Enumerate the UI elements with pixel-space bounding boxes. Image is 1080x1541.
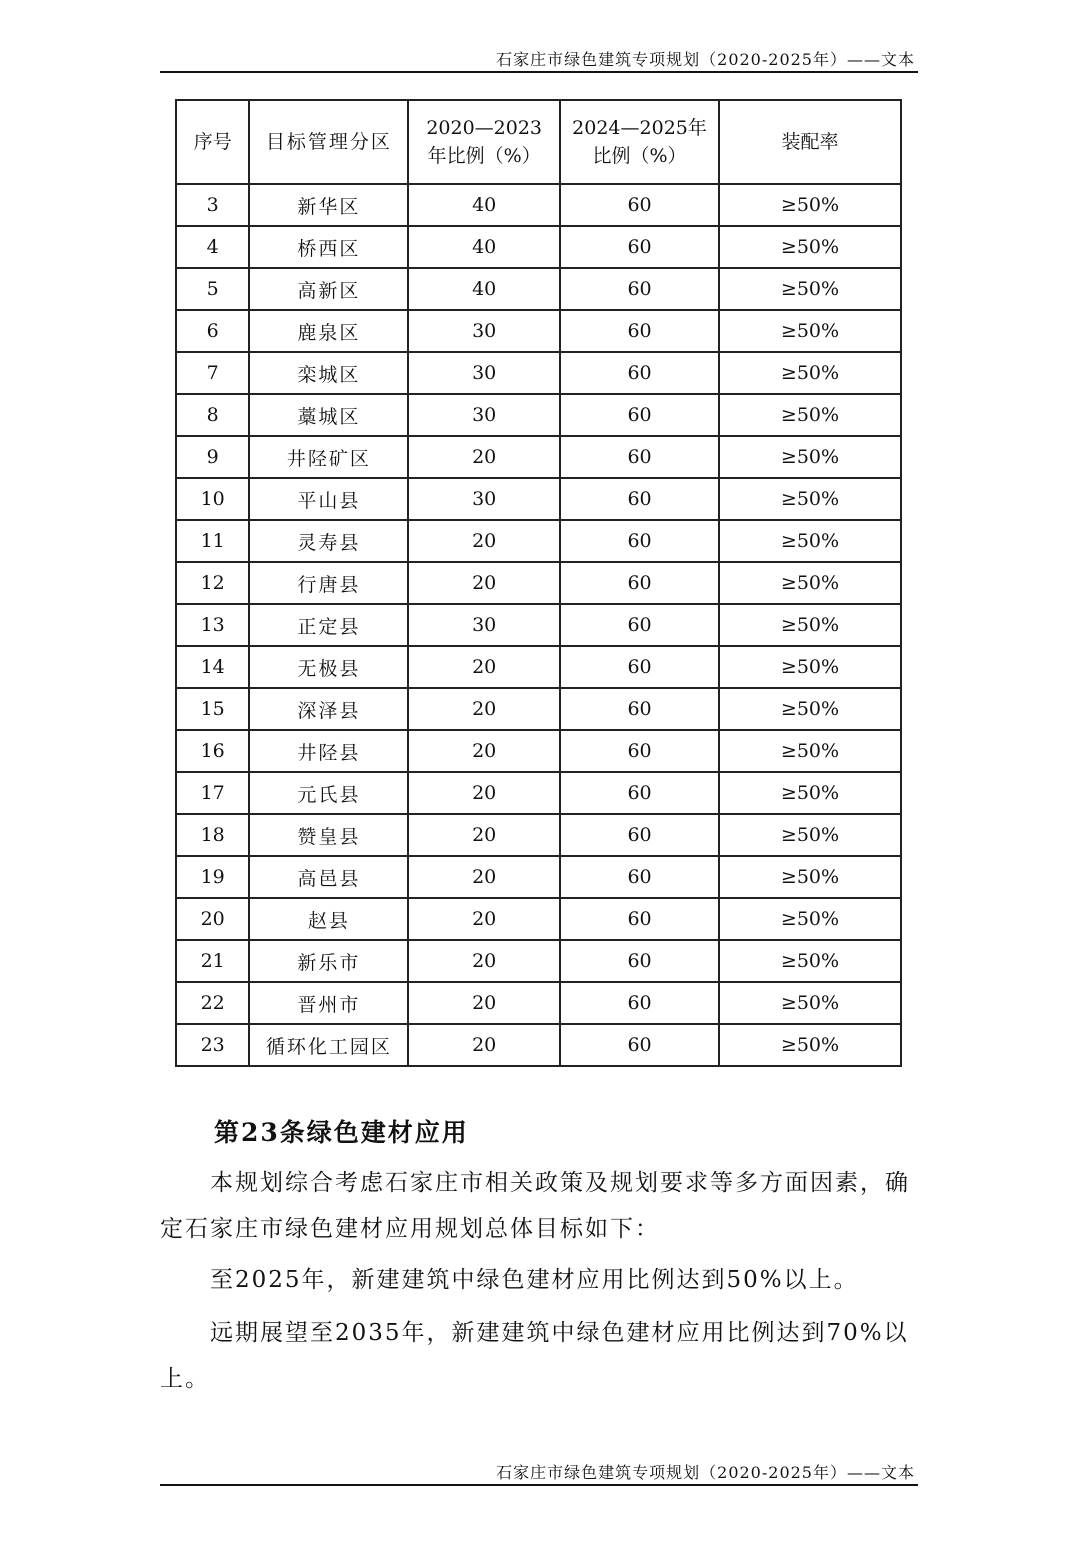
cell-ratio-2024-2025: 60 <box>560 772 719 814</box>
cell-assembly-rate: ≥50% <box>719 268 901 310</box>
cell-assembly-rate: ≥50% <box>719 352 901 394</box>
zone-target-table <box>175 99 902 1067</box>
cell-ratio-2024-2025: 60 <box>560 814 719 856</box>
cell-ratio-2024-2025: 60 <box>560 478 719 520</box>
cell-ratio-2020-2023: 30 <box>408 478 560 520</box>
cell-ratio-2024-2025: 60 <box>560 1024 719 1066</box>
cell-ratio-2020-2023: 20 <box>408 940 560 982</box>
table-header-row <box>176 100 901 184</box>
cell-no: 15 <box>176 688 249 730</box>
cell-ratio-2020-2023: 40 <box>408 184 560 226</box>
header-ratio-2020-2023 <box>408 100 560 184</box>
cell-assembly-rate: ≥50% <box>719 562 901 604</box>
cell-assembly-rate: ≥50% <box>719 730 901 772</box>
header-rule <box>160 71 918 73</box>
cell-ratio-2020-2023: 20 <box>408 814 560 856</box>
cell-assembly-rate: ≥50% <box>719 856 901 898</box>
cell-assembly-rate: ≥50% <box>719 814 901 856</box>
cell-ratio-2020-2023: 20 <box>408 646 560 688</box>
header-ratio-2024-2025-line1: 2024—2025年 <box>572 117 707 139</box>
table-row <box>176 310 901 352</box>
table-row <box>176 898 901 940</box>
header-assembly-rate: 装配率 <box>719 100 901 184</box>
cell-ratio-2020-2023: 20 <box>408 772 560 814</box>
cell-ratio-2024-2025: 60 <box>560 856 719 898</box>
table-row <box>176 604 901 646</box>
page-header-title: 石家庄市绿色建筑专项规划（2020-2025年）——文本 <box>496 50 915 69</box>
cell-no: 19 <box>176 856 249 898</box>
cell-ratio-2024-2025: 60 <box>560 310 719 352</box>
cell-assembly-rate: ≥50% <box>719 520 901 562</box>
cell-no: 20 <box>176 898 249 940</box>
table-row <box>176 436 901 478</box>
table-row <box>176 982 901 1024</box>
cell-no: 18 <box>176 814 249 856</box>
cell-no: 22 <box>176 982 249 1024</box>
cell-assembly-rate: ≥50% <box>719 226 901 268</box>
cell-no: 11 <box>176 520 249 562</box>
cell-zone: 晋州市 <box>249 982 408 1024</box>
cell-assembly-rate: ≥50% <box>719 688 901 730</box>
cell-zone: 深泽县 <box>249 688 408 730</box>
cell-ratio-2024-2025: 60 <box>560 562 719 604</box>
cell-no: 14 <box>176 646 249 688</box>
cell-ratio-2020-2023: 20 <box>408 436 560 478</box>
cell-zone: 新乐市 <box>249 940 408 982</box>
table-row <box>176 730 901 772</box>
article-title: 第23条绿色建材应用 <box>214 1118 469 1147</box>
cell-assembly-rate: ≥50% <box>719 646 901 688</box>
cell-zone: 井陉县 <box>249 730 408 772</box>
cell-zone: 赵县 <box>249 898 408 940</box>
cell-zone: 高新区 <box>249 268 408 310</box>
cell-no: 4 <box>176 226 249 268</box>
cell-zone: 平山县 <box>249 478 408 520</box>
table-row <box>176 520 901 562</box>
cell-ratio-2024-2025: 60 <box>560 352 719 394</box>
cell-assembly-rate: ≥50% <box>719 898 901 940</box>
cell-assembly-rate: ≥50% <box>719 184 901 226</box>
cell-ratio-2024-2025: 60 <box>560 226 719 268</box>
header-ratio-2020-2023-line1: 2020—2023 <box>426 117 543 139</box>
cell-ratio-2024-2025: 60 <box>560 436 719 478</box>
cell-no: 13 <box>176 604 249 646</box>
article-paragraph-3: 远期展望至2035年，新建建筑中绿色建材应用比例达到70%以上。 <box>160 1320 909 1392</box>
cell-zone: 新华区 <box>249 184 408 226</box>
cell-ratio-2020-2023: 20 <box>408 898 560 940</box>
cell-ratio-2024-2025: 60 <box>560 520 719 562</box>
cell-ratio-2020-2023: 20 <box>408 982 560 1024</box>
cell-ratio-2020-2023: 20 <box>408 688 560 730</box>
header-no: 序号 <box>176 100 249 184</box>
table-row <box>176 646 901 688</box>
cell-no: 16 <box>176 730 249 772</box>
table-row <box>176 940 901 982</box>
cell-no: 17 <box>176 772 249 814</box>
cell-zone: 灵寿县 <box>249 520 408 562</box>
cell-no: 9 <box>176 436 249 478</box>
cell-ratio-2024-2025: 60 <box>560 604 719 646</box>
cell-zone: 循环化工园区 <box>249 1024 408 1066</box>
cell-ratio-2024-2025: 60 <box>560 268 719 310</box>
cell-ratio-2020-2023: 20 <box>408 1024 560 1066</box>
cell-no: 23 <box>176 1024 249 1066</box>
cell-ratio-2020-2023: 30 <box>408 352 560 394</box>
cell-ratio-2020-2023: 20 <box>408 562 560 604</box>
header-ratio-2020-2023-line2: 年比例（%） <box>427 145 541 167</box>
table-row <box>176 478 901 520</box>
cell-ratio-2020-2023: 40 <box>408 226 560 268</box>
cell-assembly-rate: ≥50% <box>719 394 901 436</box>
table-row <box>176 352 901 394</box>
table-row <box>176 772 901 814</box>
cell-ratio-2024-2025: 60 <box>560 940 719 982</box>
article-paragraph-2: 至2025年，新建建筑中绿色建材应用比例达到50%以上。 <box>210 1267 859 1293</box>
cell-zone: 正定县 <box>249 604 408 646</box>
footer-rule <box>160 1484 918 1486</box>
cell-no: 7 <box>176 352 249 394</box>
cell-ratio-2024-2025: 60 <box>560 898 719 940</box>
cell-no: 21 <box>176 940 249 982</box>
cell-assembly-rate: ≥50% <box>719 940 901 982</box>
article-paragraph-1: 本规划综合考虑石家庄市相关政策及规划要求等多方面因素，确定石家庄市绿色建材应用规划总体目标如下： <box>160 1170 910 1242</box>
cell-ratio-2024-2025: 60 <box>560 646 719 688</box>
cell-assembly-rate: ≥50% <box>719 772 901 814</box>
table-row <box>176 814 901 856</box>
table-row <box>176 226 901 268</box>
cell-zone: 藁城区 <box>249 394 408 436</box>
cell-zone: 行唐县 <box>249 562 408 604</box>
cell-zone: 元氏县 <box>249 772 408 814</box>
cell-assembly-rate: ≥50% <box>719 478 901 520</box>
cell-ratio-2024-2025: 60 <box>560 982 719 1024</box>
cell-assembly-rate: ≥50% <box>719 604 901 646</box>
cell-ratio-2020-2023: 40 <box>408 268 560 310</box>
cell-zone: 鹿泉区 <box>249 310 408 352</box>
header-ratio-2024-2025-line2: 比例（%） <box>592 145 687 167</box>
cell-zone: 井陉矿区 <box>249 436 408 478</box>
cell-no: 10 <box>176 478 249 520</box>
cell-ratio-2024-2025: 60 <box>560 730 719 772</box>
cell-assembly-rate: ≥50% <box>719 436 901 478</box>
cell-zone: 无极县 <box>249 646 408 688</box>
cell-assembly-rate: ≥50% <box>719 1024 901 1066</box>
cell-ratio-2020-2023: 20 <box>408 730 560 772</box>
table-row <box>176 562 901 604</box>
cell-no: 12 <box>176 562 249 604</box>
cell-no: 6 <box>176 310 249 352</box>
cell-ratio-2020-2023: 30 <box>408 310 560 352</box>
table-row <box>176 856 901 898</box>
table-row <box>176 184 901 226</box>
cell-zone: 高邑县 <box>249 856 408 898</box>
cell-zone: 栾城区 <box>249 352 408 394</box>
cell-ratio-2020-2023: 20 <box>408 856 560 898</box>
cell-ratio-2024-2025: 60 <box>560 394 719 436</box>
table-row <box>176 268 901 310</box>
cell-ratio-2020-2023: 20 <box>408 520 560 562</box>
cell-ratio-2020-2023: 30 <box>408 604 560 646</box>
table-row <box>176 688 901 730</box>
header-ratio-2024-2025 <box>560 100 719 184</box>
cell-no: 8 <box>176 394 249 436</box>
cell-zone: 桥西区 <box>249 226 408 268</box>
page-footer-title: 石家庄市绿色建筑专项规划（2020-2025年）——文本 <box>496 1463 915 1482</box>
cell-zone: 赞皇县 <box>249 814 408 856</box>
cell-no: 3 <box>176 184 249 226</box>
header-zone: 目标管理分区 <box>249 100 408 184</box>
cell-assembly-rate: ≥50% <box>719 982 901 1024</box>
cell-ratio-2020-2023: 30 <box>408 394 560 436</box>
table-row <box>176 1024 901 1066</box>
cell-assembly-rate: ≥50% <box>719 310 901 352</box>
cell-no: 5 <box>176 268 249 310</box>
cell-ratio-2024-2025: 60 <box>560 184 719 226</box>
table-row <box>176 394 901 436</box>
cell-ratio-2024-2025: 60 <box>560 688 719 730</box>
